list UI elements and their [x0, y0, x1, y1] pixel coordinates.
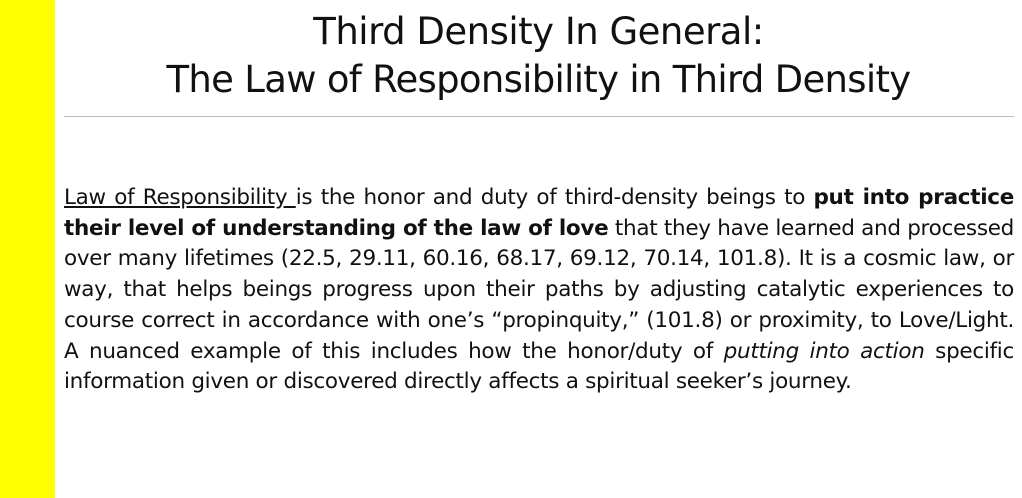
- body-bold-phrase: put into practice their level of understanding of the law of love: [64, 185, 1015, 241]
- yellow-side-bar: [0, 0, 55, 498]
- body-segment-3: specific information given or discovered directly affects a spiritual seeker’s journey.: [64, 338, 1015, 395]
- body-segment-2: that they have learned and processed over many lifetimes (22.5, 29.11, 60.16, 68.17, 69.12, 70.14, 101.8). It is a cosmic law, or way, that helps beings progress upon their paths by adjusting catalytic experiences to course correct in accordance with one’s “propinquity,” (101.8) or proximity, to Love/Light. A nuanced example of this includes how the honor/duty of: [64, 215, 1015, 364]
- title-line-1: Third Density In General:: [313, 10, 764, 53]
- body-italic-phrase: putting into action: [723, 338, 925, 364]
- slide-title: [55, 8, 1022, 104]
- title-divider: [64, 116, 1014, 117]
- title-line-2: The Law of Responsibility in Third Density: [166, 58, 911, 101]
- body-segment-1: is the honor and duty of third-density beings to: [295, 185, 814, 210]
- body-paragraph: [64, 183, 1014, 398]
- term-law-of-responsibility: Law of Responsibility: [64, 185, 296, 210]
